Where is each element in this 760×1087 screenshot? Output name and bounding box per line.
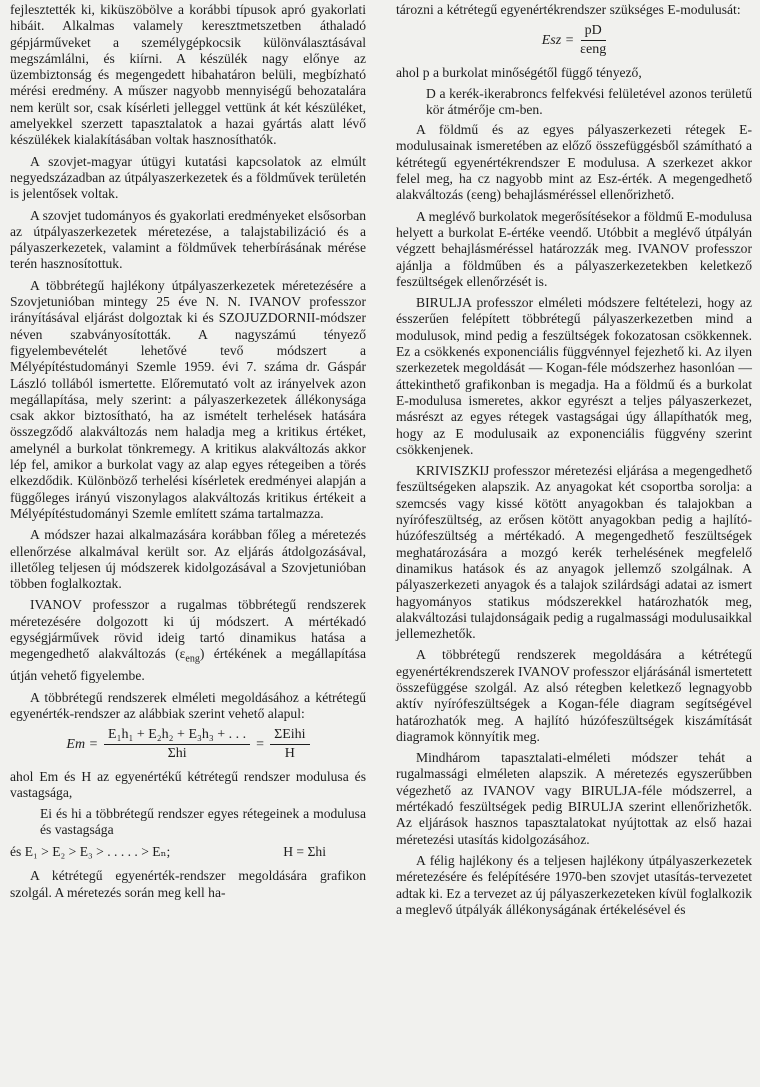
formula-2-denominator: εeng <box>580 42 607 58</box>
right-paragraph-7: Mindhárom tapasztalati-elméleti módszer tehát a rugalmassági elméleten alapszik. A méretezés egyszerűbben végezhető az IVANOV vagy BIRULJA-féle módszerrel, a mértékadó feszültségek pedig BIRULJA szerint ellenőrizhetők. Az eljárások hasznos tapasztalatokat nyújtottak az első hazai méretezési utasítás kidolgozásához. <box>396 750 752 847</box>
equivalent-modulus-formula <box>10 728 366 761</box>
left-paragraph-3: A szovjet tudományos és gyakorlati eredményeket elsősorban az útpályaszerkezetek méretezése, a talajstabilizáció és a pályaszerkezetek, valamint a földművek teherbírásának mérése terén hasznosítottuk. <box>10 207 366 272</box>
left-paragraph-1: fejlesztették ki, kiküszöbölve a korábbi típusok apró gyakorlati hibáit. Alkalmas valamely keresztmetszetben áthaladó gépjárműveket a személygépkocsik különválasztásával megszámlálni, és kiírni. A készülék nagy előnye az üzembiztonság és megengedett hibahatáron belüli, megbízható mérési eredmény. A műszer nagyobb mennyiségű behozatalára nem került sor, csak kísérleti jelleggel vettünk át két készüléket, amelyekkel szerzett tapasztalatok a hazai gyártás alatt lévő készülékek kialakításában voltak hasznosíthatók. <box>10 2 366 148</box>
right-paragraph-5: KRIVISZKIJ professzor méretezési eljárása a megengedhető feszültségeken alapszik. Az anyagokat két csoportba sorolja: a szemcsés vagy kissé kötött anyagokban és talajokban a nyírófeszültség, az erősen kötött anyagokban pedig a hajlító-húzófeszültség a mértékadó. A megengedhető feszültségek meghatározására a mozgó kerék terhelésének megfelelő dinamikus hatások és az anyagok jellemző szolgálnak. A pályaszerkezeti anyagok és a talajok szilárdsági adatai az ismert hagyományos statikus módszerekkel határozhatók meg, alakváltozási tulajdonságaik pedig a rugalmassági modulusaikkal jellemezhetők. <box>396 463 752 642</box>
required-modulus-formula <box>396 24 752 57</box>
left-paragraph-7: A többrétegű rendszerek elméleti megoldásához a kétrétegű egyenérték-rendszer az alábbiak szerint vehető alapul: <box>10 689 366 721</box>
formula-equals: = <box>256 736 265 752</box>
left-column <box>10 2 366 906</box>
left-paragraph-6 <box>10 597 366 684</box>
formula-condition-right: H = Σhi <box>283 844 326 860</box>
formula-condition <box>10 844 366 860</box>
left-paragraph-2: A szovjet-magyar útügyi kutatási kapcsolatok az elmúlt negyedszázadban az útpályaszerkezetek és a földművek területén is jelentősek voltak. <box>10 153 366 202</box>
formula-where-2: Ei és hi a többrétegű rendszer egyes rétegeinek a modulusa és vastagsága <box>40 805 366 838</box>
formula-condition-left: és E₁ > E₂ > E₃ > . . . . . > Eₙ; <box>10 844 171 860</box>
formula-numerator-1: E₁h₁ + E₂h₂ + E₃h₃ + . . . <box>104 728 250 745</box>
right-paragraph-1: tározni a kétrétegű egyenértékrendszer szükséges E-modulusát: <box>396 2 741 17</box>
left-paragraph-6-text: IVANOV professzor a rugalmas többrétegű rendszerek méretezésére dolgozott ki új módszert. A mértékadó egységjárművek rövid ideig tartó dinamikus hatása a megengedhető alakváltozás (ε <box>10 597 366 662</box>
formula-2-numerator: pD <box>581 24 606 41</box>
formula-lhs: Em = <box>66 736 99 752</box>
left-paragraph-5: A módszer hazai alkalmazására korábban főleg a méretezés ellenőrzése alkalmával került sor. Az eljárás átdolgozásával, illetőleg teljesen új módszerek kidolgozásával a Szovjetunióban többen foglalkoztak. <box>10 527 366 592</box>
formula-fraction-2 <box>270 728 309 761</box>
right-paragraph-4: BIRULJA professzor elméleti módszere feltételezi, hogy az ésszerűen felépített többrétegű pályaszerkezetben mind a modulusok, mind pedig a feszültségek fokozatosan csökkennek. Ez a csökkenés exponenciális függvénnyel fejezhető ki. Az ilyen szerkezetek megoldását — Kogan-féle módszerhez hasonlóan — áttekinthető grafikonban is megadja. Ha a földmű és a burkolat E-modulusa ismeretes, akkor egyrészt a teljes pályaszerkezet, másrészt az egyes rétegek vastagságai úgy állapíthatók meg, hogy az E modulusaik az exponenciális függvény szerint csökkenjenek. <box>396 295 752 457</box>
right-column <box>396 2 752 923</box>
formula-fraction-1 <box>104 728 250 761</box>
left-paragraph-6-end: ) értékének a megállapítása útján vehető figyelembe. <box>10 646 366 684</box>
formula-2-where-1: ahol p a burkolat minőségétől függő tényező, <box>396 65 642 81</box>
left-paragraph-8: A kétrétegű egyenérték-rendszer megoldására grafikon szolgál. A méretezés során meg kell ha- <box>10 868 366 900</box>
formula-2-where-2: D a kerék-ikerabroncs felfekvési felületével azonos területű kör átmérője cm-ben. <box>426 85 752 117</box>
right-paragraph-6: A többrétegű rendszerek megoldására a kétrétegű egyenértékrendszerek IVANOV professzor eljárásánál ismertetett összefüggése szolgál. Az alsó rétegben keletkező legnagyobb aktív nyírófeszültségek a Kogan-féle diagram segítségével határozhatók meg. A hajlító húzófeszültségek kiszámítását diagramok könnyítik meg. <box>396 647 752 744</box>
formula-denominator-2: H <box>284 746 295 762</box>
formula-where-1: ahol Em és H az egyenértékű kétrétegű rendszer modulusa és vastagsága, <box>10 769 366 801</box>
right-paragraph-2: A földmű és az egyes pályaszerkezeti rétegek E-modulusainak ismeretében az előző összefüggésből számítható a kétrétegű egyenértékrendszer E modulusa. A szerkezet akkor felel meg, ha cz nagyobb mint az Esz-érték. A megengedhető alakváltozás (εeng) behajlásméréssel ellenőrizhető. <box>396 122 752 203</box>
epsilon-subscript: eng <box>185 654 200 665</box>
right-paragraph-8: A félig hajlékony és a teljesen hajlékony útpályaszerkezetek méretezésére és felépítésére 1970-ben szovjet utasítás-tervezetet adtak ki. Ez a tervezet az új pályaszerkezeteken kívül foglalkozik a meglevő útpályák állékonyságának értékelésével és <box>396 852 752 917</box>
formula-2-lhs: Esz = <box>541 32 575 48</box>
right-paragraph-3: A meglévő burkolatok megerősítésekor a földmű E-modulusa helyett a burkolat E-értéke veendő. Utóbbit a meglévő útpályán végzett behajlásméréssel határozzák meg. IVANOV professzor ajánlja a földműben és a pályaszerkezetekben keletkező feszültségek ellenőrzését is. <box>396 208 752 289</box>
formula-denominator-1: Σhi <box>167 746 187 762</box>
formula-numerator-2: ΣEihi <box>270 728 309 745</box>
formula-2-fraction <box>580 24 606 57</box>
left-paragraph-4: A többrétegű hajlékony útpályaszerkezetek méretezésére a Szovjetunióban mintegy 25 éve N. N. IVANOV professzor irányításával eljárást dolgoztak ki és SZOJUZDORNII-módszer néven szabványosították. A nagyszámú tényező figyelembevételét lehetővé tevő módszert a Mélyépítéstudományi Szemle 1959. évi 7. száma dr. Gáspár László tollából ismertette. Előremutató volt az irányelvek azon megállapítása, mely szerint: a pályaszerkezetek állékonysága csak akkor biztosítható, ha az ismételt terhelések hatására összegződő alakváltozás nem haladja meg a kritikus értéket, amelynél a burkolat tönkremegy. A kritikus alakváltozás akkor lép fel, amikor a burkolat vagy az alap egyes rétegeiben a törés elkezdődik. Különböző terhelési kísérletek eredményei alapján a függőleges irányú viszonylagos alakváltozás kritikus értékeit a Mélyépítéstudományi Szemle említett száma tartalmazza. <box>10 277 366 521</box>
